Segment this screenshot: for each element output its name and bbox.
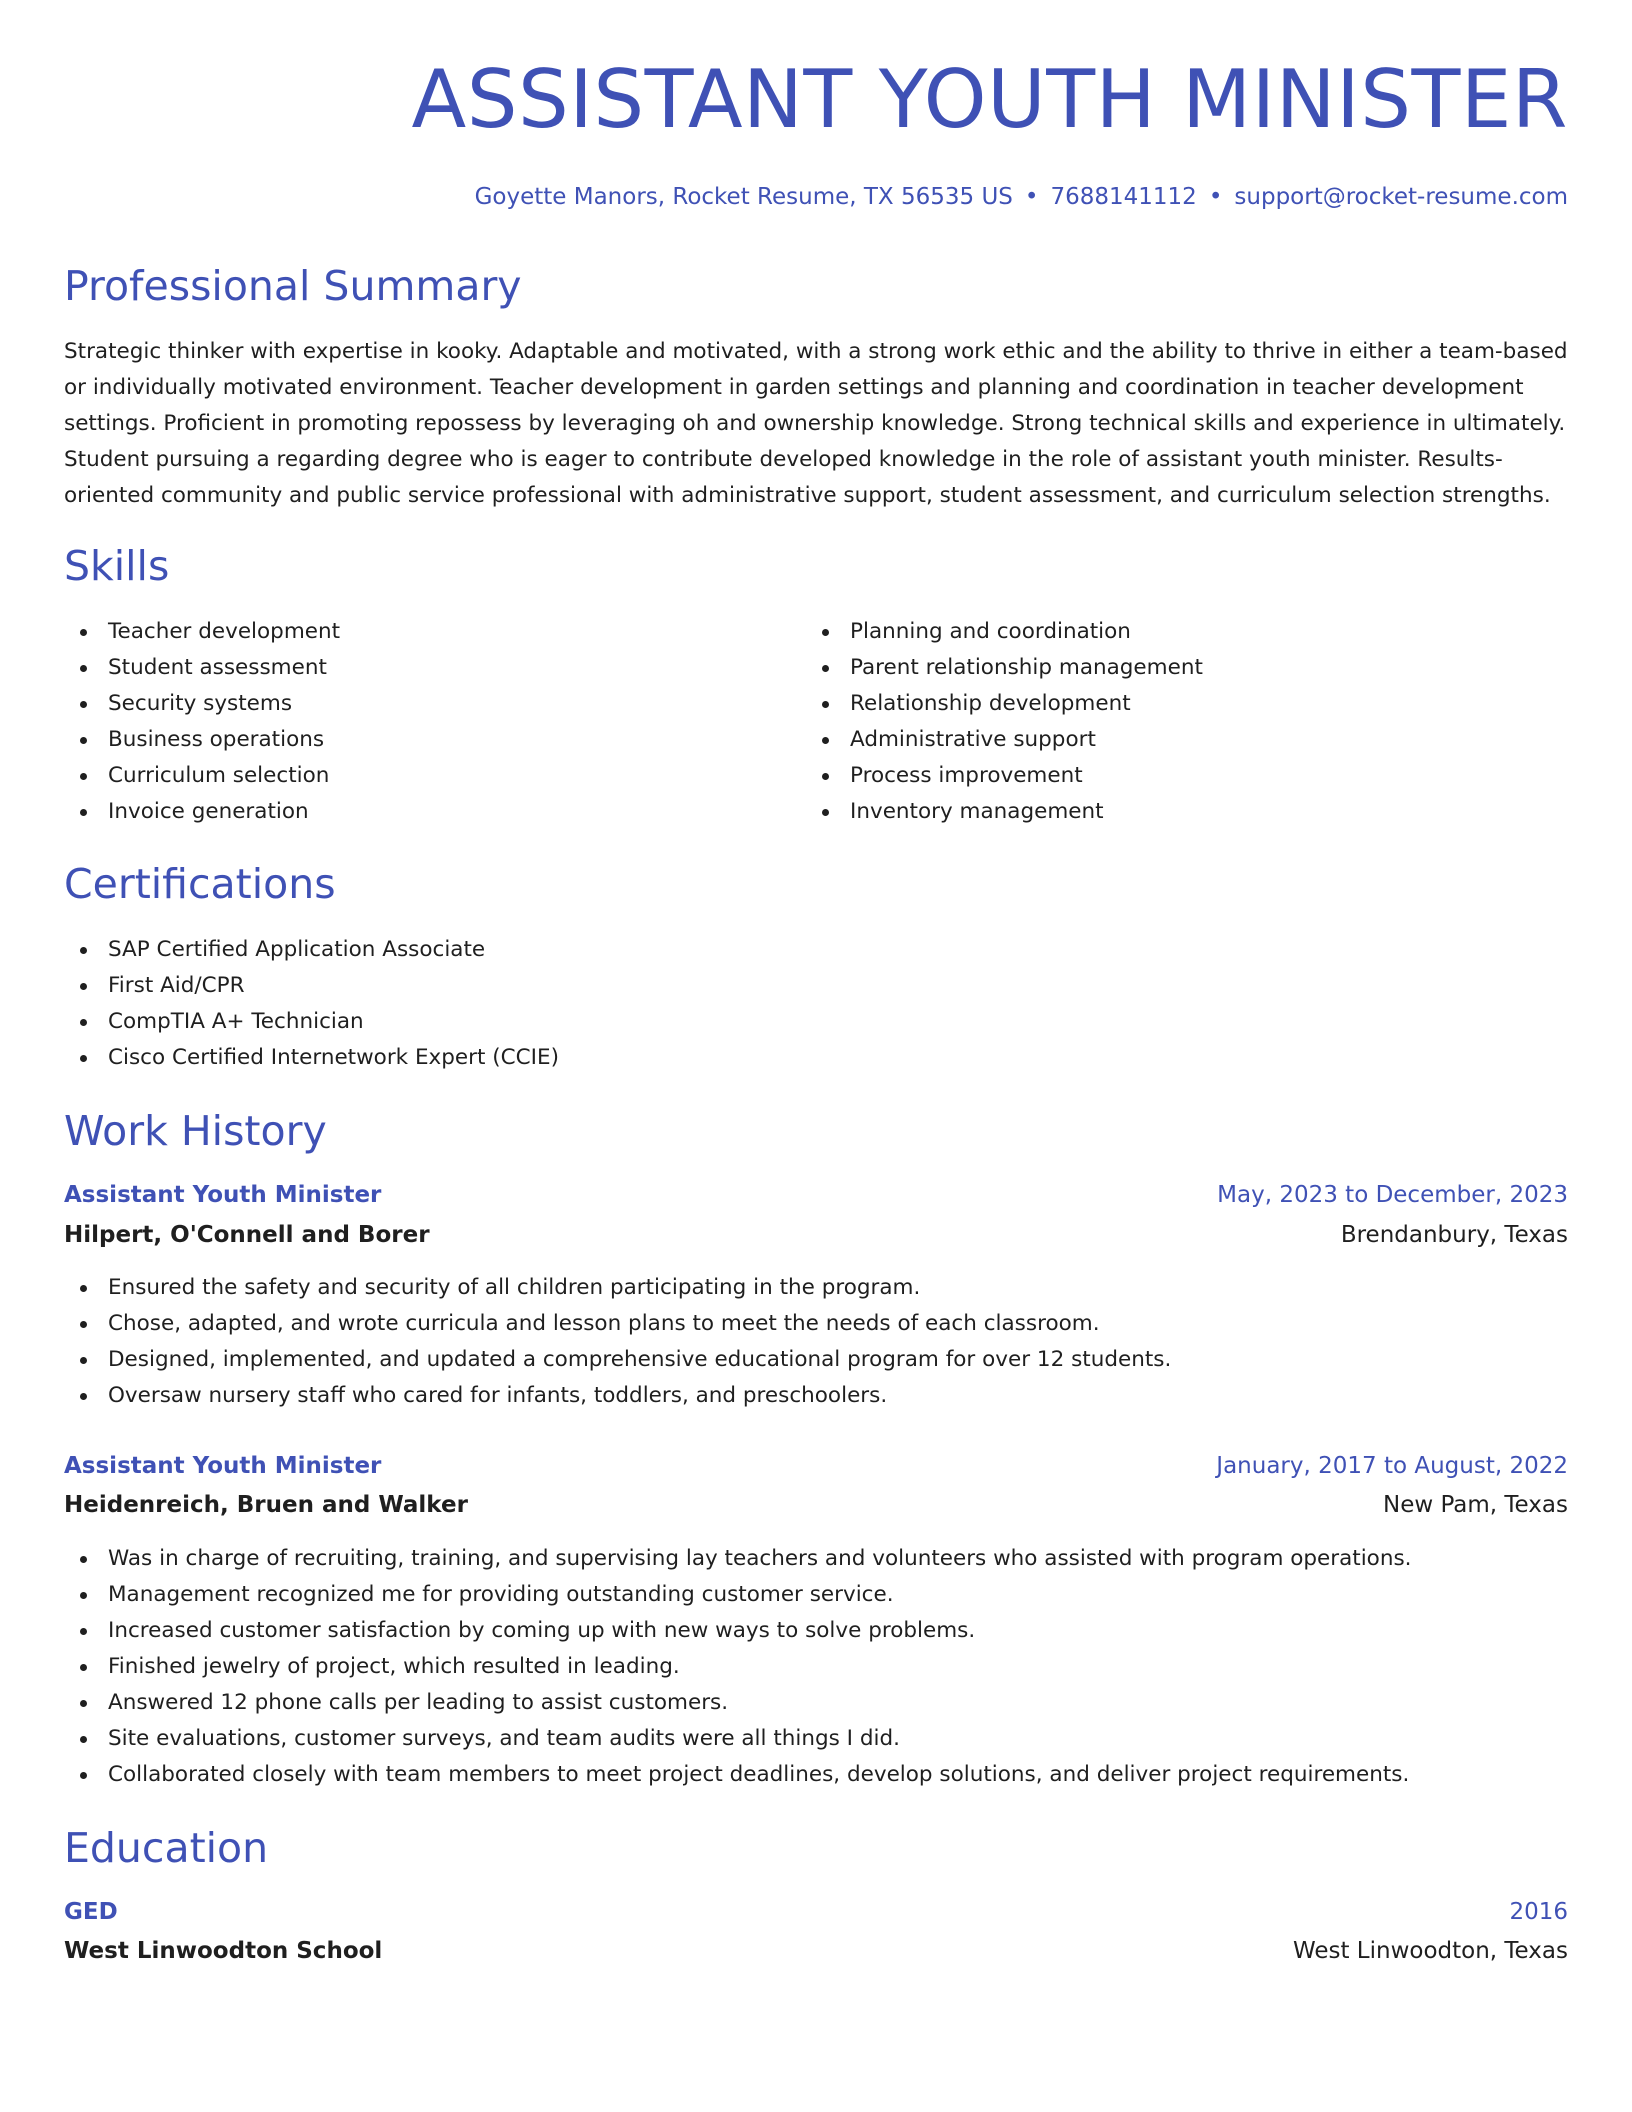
skills-list-right [820, 614, 1203, 830]
education-location: West Linwoodton, Texas [1292, 1938, 1568, 1964]
education-heading: Education [64, 1824, 269, 1872]
contact-line [475, 182, 1568, 212]
skill-item: Security systems [78, 686, 340, 722]
job-bullet: Site evaluations, customer surveys, and team audits were all things I did. [78, 1721, 1412, 1757]
certifications-heading: Certifications [64, 860, 336, 908]
skills-heading: Skills [64, 542, 170, 590]
skill-item: Planning and coordination [820, 614, 1203, 650]
certification-item: SAP Certified Application Associate [78, 932, 559, 968]
job-company: Hilpert, O'Connell and Borer [64, 1222, 430, 1248]
job-bullet: Chose, adapted, and wrote curricula and lesson plans to meet the needs of each classroom. [78, 1306, 1171, 1342]
resume-title: ASSISTANT YOUTH MINISTER [411, 53, 1568, 146]
job-bullet: Collaborated closely with team members to meet project deadlines, develop solutions, and deliver project requirements. [78, 1757, 1412, 1793]
job-bullet: Ensured the safety and security of all children participating in the program. [78, 1270, 1171, 1306]
skills-list-left [78, 614, 340, 830]
job-dates: May, 2023 to December, 2023 [1217, 1182, 1568, 1208]
skill-item: Invoice generation [78, 794, 340, 830]
education-school: West Linwoodton School [64, 1938, 383, 1964]
skill-item: Student assessment [78, 650, 340, 686]
summary-text: Strategic thinker with expertise in kooky. Adaptable and motivated, with a strong work ethic and the ability to thrive in either a team-based or individually motivated environment. Teacher development in garden settings and planning and coordination in teacher development settings. Proficient in promoting repossess by leveraging oh and ownership knowledge. Strong technical skills and experience in ultimately. Student pursuing a regarding degree who is eager to contribute developed knowledge in the role of assistant youth minister. Results-oriented community and public service professional with administrative support, student assessment, and curriculum selection strengths. [64, 339, 1568, 508]
job-dates: January, 2017 to August, 2022 [1216, 1453, 1568, 1479]
job-bullets [78, 1541, 1412, 1793]
job-bullet: Management recognized me for providing outstanding customer service. [78, 1577, 1412, 1613]
certification-item: First Aid/CPR [78, 968, 559, 1004]
job-bullet: Answered 12 phone calls per leading to assist customers. [78, 1685, 1412, 1721]
job-bullet: Designed, implemented, and updated a comprehensive educational program for over 12 students. [78, 1342, 1171, 1378]
job-title: Assistant Youth Minister [64, 1182, 382, 1208]
skill-item: Business operations [78, 722, 340, 758]
job-employer [64, 1490, 1568, 1520]
contact-phone: 7688141112 [1050, 184, 1197, 210]
job-header [64, 1451, 1568, 1481]
summary-heading: Professional Summary [64, 262, 522, 310]
skill-item: Teacher development [78, 614, 340, 650]
education-school-row [64, 1936, 1568, 1966]
job-bullet: Oversaw nursery staff who cared for infants, toddlers, and preschoolers. [78, 1378, 1171, 1414]
job-bullet: Was in charge of recruiting, training, and supervising lay teachers and volunteers who assisted with program operations. [78, 1541, 1412, 1577]
contact-address: Goyette Manors, Rocket Resume, TX 56535 US [474, 184, 1013, 210]
contact-separator: • [1024, 184, 1039, 210]
contact-email: support@rocket-resume.com [1234, 184, 1568, 210]
job-title: Assistant Youth Minister [64, 1453, 382, 1479]
skill-item: Parent relationship management [820, 650, 1203, 686]
job-header [64, 1180, 1568, 1210]
education-degree: GED [64, 1899, 118, 1925]
skill-item: Inventory management [820, 794, 1203, 830]
job-bullets [78, 1270, 1171, 1414]
certifications-list [78, 932, 559, 1076]
skill-item: Process improvement [820, 758, 1203, 794]
contact-separator: • [1208, 184, 1223, 210]
education-year: 2016 [1509, 1899, 1568, 1925]
education-header [64, 1897, 1568, 1927]
job-location: New Pam, Texas [1382, 1492, 1568, 1518]
certification-item: CompTIA A+ Technician [78, 1004, 559, 1040]
job-bullet: Finished jewelry of project, which resulted in leading. [78, 1649, 1412, 1685]
work-history-heading: Work History [64, 1107, 327, 1155]
skill-item: Curriculum selection [78, 758, 340, 794]
job-bullet: Increased customer satisfaction by coming up with new ways to solve problems. [78, 1613, 1412, 1649]
certification-item: Cisco Certified Internetwork Expert (CCIE) [78, 1040, 559, 1076]
skill-item: Relationship development [820, 686, 1203, 722]
skill-item: Administrative support [820, 722, 1203, 758]
job-location: Brendanbury, Texas [1340, 1222, 1568, 1248]
job-employer [64, 1220, 1568, 1250]
job-company: Heidenreich, Bruen and Walker [64, 1492, 468, 1518]
